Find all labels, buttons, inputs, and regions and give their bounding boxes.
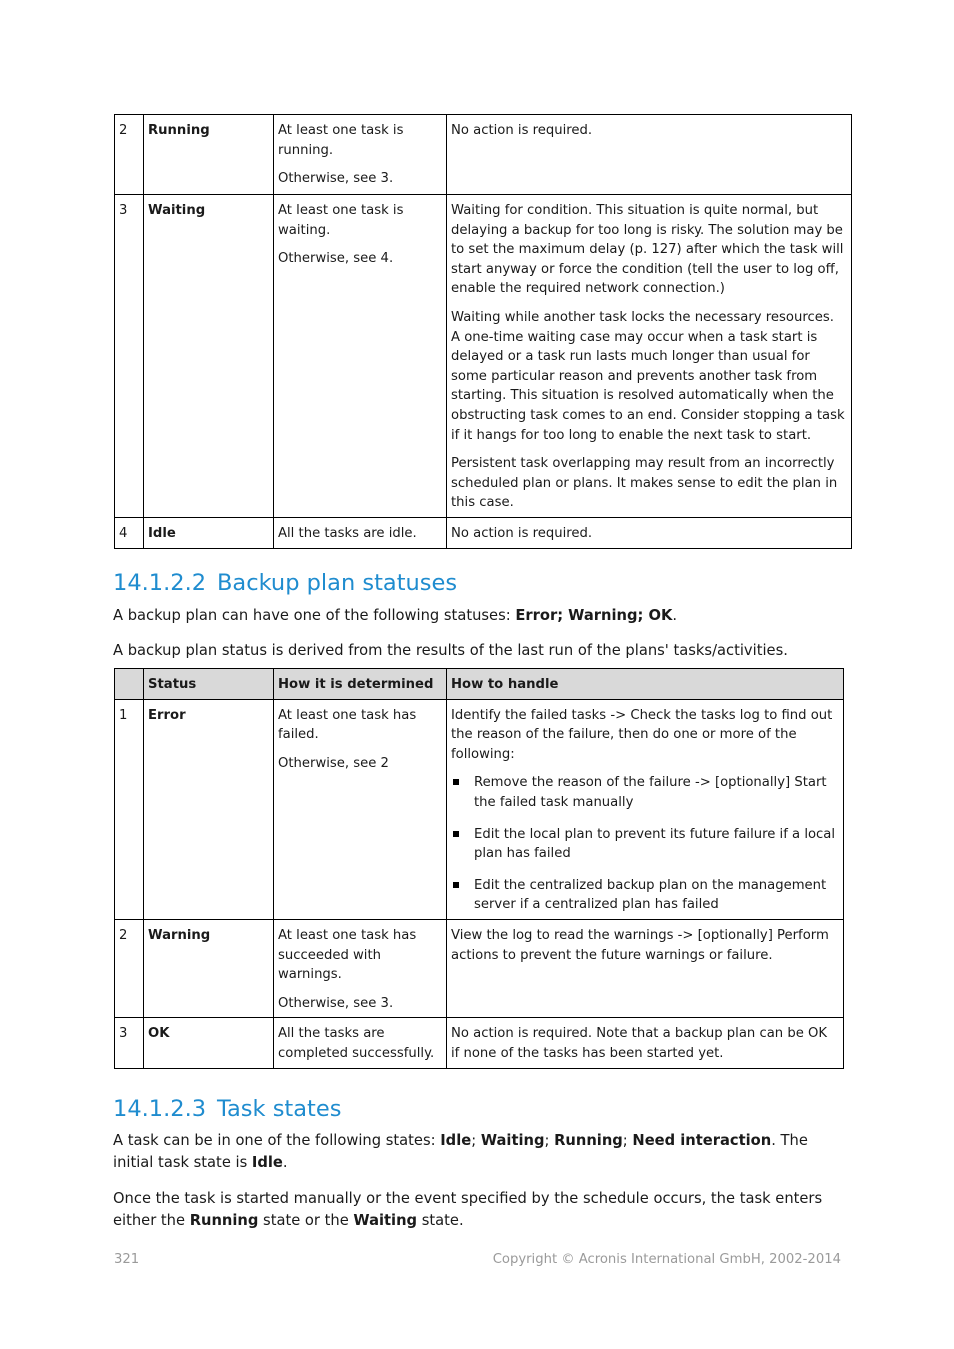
cell-text: No action is required. [451,525,593,541]
cell-text: At least one task has succeeded with warnings. [278,927,417,983]
bold-text: Waiting [480,1132,545,1149]
cell-text: All the tasks are idle. [278,525,417,541]
section-title: Backup plan statuses [217,570,458,596]
status-name: Waiting [144,195,274,518]
text: state or the [258,1211,354,1229]
section-heading [113,569,457,597]
table-row [115,517,852,548]
table-row [115,195,852,518]
bold-text: Error; Warning; OK [515,607,673,624]
status-name: Idle [144,517,274,548]
row-number: 3 [115,1018,144,1068]
bold-text: Waiting [353,1211,418,1229]
paragraph: A backup plan status is derived from the results of the last run of the plans' tasks/activities. [113,642,788,659]
bold-text: Running [554,1132,623,1149]
how-to-handle-cell: No action is required. Note that a backup plan can be OK if none of the tasks has been started yet. [447,1018,844,1068]
column-header: How to handle [447,669,844,700]
column-header: How it is determined [274,669,447,700]
text: ; [622,1132,633,1149]
cell-text: At least one task is waiting. [278,203,404,238]
cell-text: Otherwise, see 3. [278,995,394,1011]
status-name: Running [144,115,274,195]
cell-text: No action is required. [451,123,593,138]
copyright-notice: Copyright © Acronis International GmbH, 2002-2014 [492,1252,841,1267]
text: ; [471,1132,481,1149]
paragraph [113,605,843,627]
page-number: 321 [114,1252,140,1267]
how-determined-cell [274,919,447,1017]
table-row [115,919,844,1017]
row-number: 2 [115,919,144,1017]
how-determined-cell [274,517,447,548]
bold-text: Idle [251,1153,283,1171]
cell-text: Otherwise, see 3. [278,171,394,187]
bold-text: Running [189,1211,259,1229]
list-item [451,876,839,915]
cell-text: Waiting for condition. This situation is quite normal, but delaying a backup for too long is risky. The solution may be to set the maximum delay (p. 127) after which the task will start anyway or force the condition (tell the user to log off, enable the required network connection.) [451,203,844,297]
text: . The initial task state is [113,1132,808,1171]
column-header: Status [144,669,274,700]
row-number: 2 [115,115,144,195]
how-to-handle-cell [447,195,852,518]
table-row [115,699,844,919]
text: Once the task is started manually or the event specified by the schedule occurs, the task enters either the [113,1190,823,1229]
status-name: Error [144,699,274,919]
cell-text: Persistent task overlapping may result from an incorrectly scheduled plan or plans. It makes sense to edit the plan in this case. [451,456,838,511]
status-name: OK [144,1018,274,1068]
bold-text: Need interaction [632,1132,772,1149]
how-determined-cell [274,115,447,195]
column-header [115,669,144,700]
status-name: Warning [144,919,274,1017]
table-header-row [115,669,844,700]
cell-text: Waiting while another task locks the necessary resources. A one-time waiting case may occur when a task start is delayed or a task run lasts much longer than usual for some particular reason and prevents another task from starting. This situation is resolved automatically when the obstructing task comes to an end. Consider stopping a task if it hangs for too long to enable the next task to start. [451,309,845,443]
bullet-list [451,773,839,915]
list-item-text: Edit the centralized backup plan on the management server if a centralized plan has failed [474,877,827,913]
text: A task can be in one of the following states: [113,1132,441,1149]
text: A backup plan can have one of the following statuses: [113,607,516,624]
section-heading [113,1095,341,1123]
cell-text: View the log to read the warnings -> [optionally] Perform actions to prevent the future warnings or failure. [451,927,829,963]
bold-text: Idle [440,1132,472,1149]
how-to-handle-cell [447,517,852,548]
square-bullet-icon [453,882,459,888]
backup-plan-status-table [114,668,844,1069]
paragraph [113,1188,848,1231]
how-to-handle-cell [447,699,844,919]
square-bullet-icon [453,831,459,837]
paragraph [113,1130,848,1173]
task-status-table [114,114,852,549]
table-row [115,1018,844,1068]
list-item-text: Remove the reason of the failure -> [optionally] Start the failed task manually [474,775,827,810]
list-item [451,825,839,864]
row-number: 4 [115,517,144,548]
table-row [115,115,852,195]
cell-text: Identify the failed tasks -> Check the tasks log to find out the reason of the failure, then do one or more of the following: [451,707,833,762]
cell-text: At least one task is running. [278,123,404,158]
square-bullet-icon [453,779,459,785]
how-determined-cell [274,195,447,518]
text: state. [417,1211,464,1229]
cell-text: Otherwise, see 2 [278,755,389,771]
list-item-text: Edit the local plan to prevent its future failure if a local plan has failed [474,826,836,862]
text: ; [544,1132,555,1149]
text: . [672,607,678,624]
how-to-handle-cell [447,919,844,1017]
section-number: 14.1.2.2 [113,570,207,596]
cell-text: At least one task has failed. [278,707,417,743]
row-number: 1 [115,699,144,919]
how-determined-cell: All the tasks are completed successfully. [274,1018,447,1068]
text: . [282,1153,288,1171]
section-number: 14.1.2.3 [113,1096,207,1122]
cell-text: Otherwise, see 4. [278,251,394,267]
how-to-handle-cell [447,115,852,195]
row-number: 3 [115,195,144,518]
how-determined-cell [274,699,447,919]
list-item [451,773,839,812]
section-title: Task states [217,1096,342,1122]
